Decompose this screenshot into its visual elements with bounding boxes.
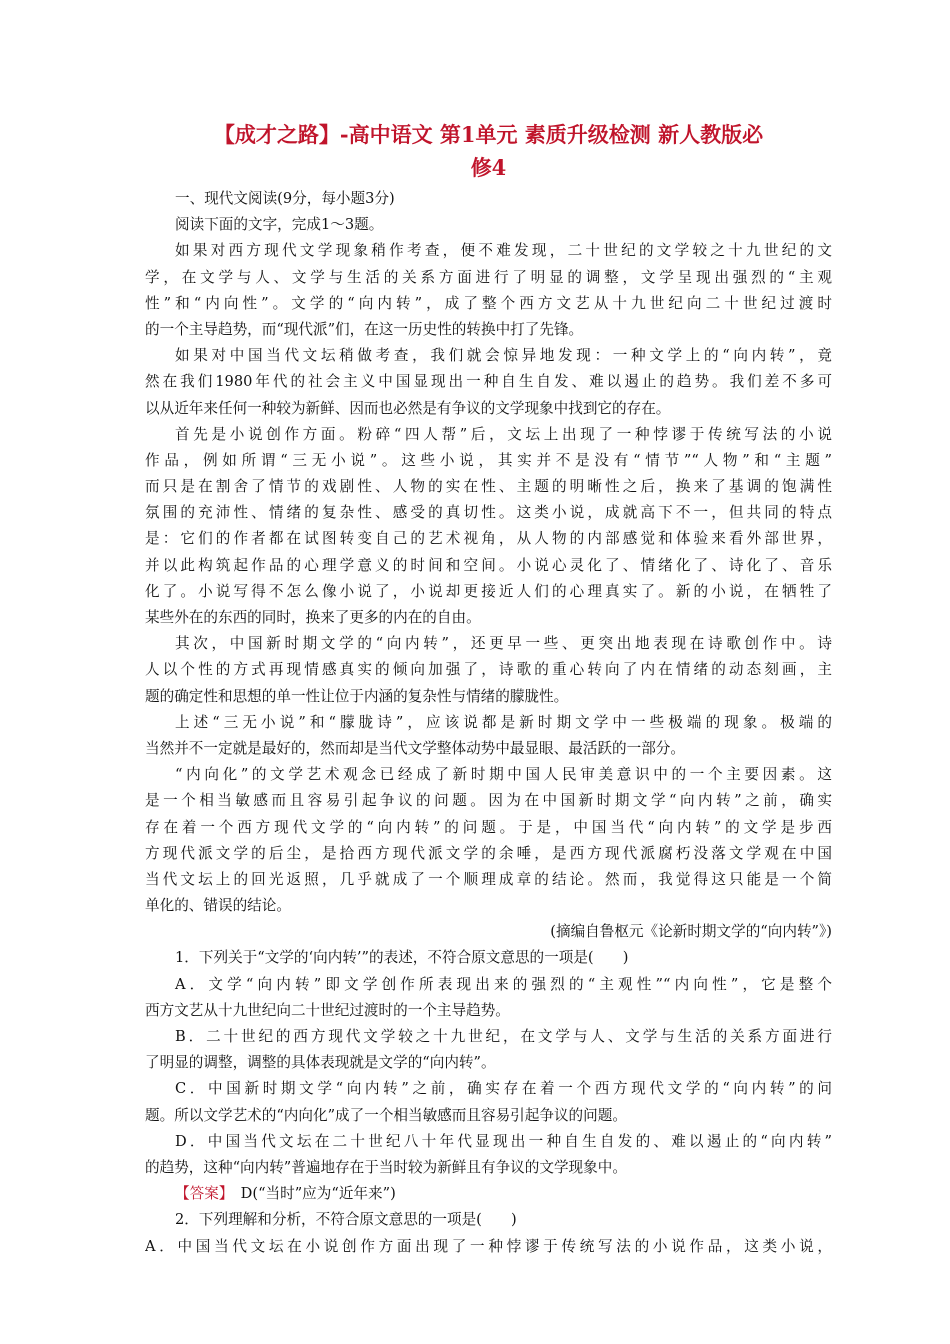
text-line: 西方文艺从十九世纪向二十世纪过渡时的一个主导趋势。 xyxy=(145,1001,510,1019)
text-line: D．中国当代文坛在二十世纪八十年代显现出一种自生自发的、难以遏止的“向内转” xyxy=(175,1132,832,1150)
text-line: A．文学“向内转”即文学创作所表现出来的强烈的“主观性”“内向性”，它是整个 xyxy=(175,975,832,993)
text-line: 而只是在割舍了情节的戏剧性、人物的实在性、主题的明晰性之后，换来了基调的饱满性 xyxy=(145,478,832,496)
text-line: 当然并不一定就是最好的，然而却是当代文学整体动势中最显眼、最活跃的一部分。 xyxy=(145,739,685,757)
document-title xyxy=(145,118,832,184)
text-line: 题的确定性和思想的单一性让位于内涵的复杂性与情绪的朦胧性。 xyxy=(145,687,569,705)
text-line: “内向化”的文学艺术观念已经成了新时期中国人民审美意识中的一个主要因素。这 xyxy=(175,766,832,784)
source-citation: (摘编自鲁枢元《论新时期文学的“向内转”》) xyxy=(550,923,832,941)
text-line: 学，在文学与人、文学与生活的关系方面进行了明显的调整，文学呈现出强烈的“主观 xyxy=(145,268,832,286)
text-line: 阅读下面的文字，完成1～3题。 xyxy=(175,216,384,234)
text-line: C．中国新时期文学“向内转”之前，确实存在着一个西方现代文学的“向内转”的问 xyxy=(175,1080,832,1098)
text-line: 2．下列理解和分析，不符合原文意思的一项是( ) xyxy=(175,1211,517,1229)
text-line: 某些外在的东西的同时，换来了更多的内在的自由。 xyxy=(145,609,481,626)
text-line: 的趋势，这种“向内转”普遍地存在于当时较为新鲜且有争议的文学现象中。 xyxy=(145,1158,627,1176)
text-line: 人以个性的方式再现情感真实的倾向加强了，诗歌的重心转向了内在情绪的动态刻画，主 xyxy=(145,661,832,679)
answer-text: D(“当时”应为“近年来”) xyxy=(226,1185,396,1203)
text-line: 如果对西方现代文学现象稍作考查，便不难发现，二十世纪的文学较之十九世纪的文 xyxy=(175,242,832,260)
text-line: 化了。小说写得不怎么像小说了，小说却更接近人们的心理真实了。新的小说，在牺牲了 xyxy=(145,582,832,600)
text-line: 作品，例如所谓“三无小说”。这些小说，其实并不是没有“情节”“人物”和“主题” xyxy=(145,451,832,469)
text-line: 上述“三无小说”和“朦胧诗”，应该说都是新时期文学中一些极端的现象。极端的 xyxy=(175,713,832,731)
text-line: 然在我们1980年代的社会主义中国显现出一种自生自发、难以遏止的趋势。我们差不多可 xyxy=(145,373,832,391)
text-line: 的一个主导趋势，而“现代派”们，在这一历史性的转换中打了先锋。 xyxy=(145,320,584,338)
text-line: 方现代派文学的后尘，是拾西方现代派文学的余唾，是西方现代派腐朽没落文学观在中国 xyxy=(145,844,832,862)
text-line: 并以此构筑起作品的心理学意义的时间和空间。小说心灵化了、情绪化了、诗化了、音乐 xyxy=(145,556,832,574)
text-line: 如果对中国当代文坛稍做考查，我们就会惊异地发现：一种文学上的“向内转”，竟 xyxy=(175,347,832,365)
document-body xyxy=(145,186,832,1260)
text-line: 氛围的充沛性、情绪的复杂性、感受的真切性。这类小说，成就高下不一，但共同的特点 xyxy=(145,504,832,522)
text-line: 题。所以文学艺术的“内向化”成了一个相当敏感而且容易引起争议的问题。 xyxy=(145,1106,627,1124)
text-line: 一、现代文阅读(9分，每小题3分) xyxy=(175,190,395,207)
text-line: 是一个相当敏感而且容易引起争议的问题。因为在中国新时期文学“向内转”之前，确实 xyxy=(145,792,832,810)
text-line: 其次，中国新时期文学的“向内转”，还更早一些、更突出地表现在诗歌创作中。诗 xyxy=(175,635,832,653)
text-line: 存在着一个西方现代文学的“向内转”的问题。于是，中国当代“向内转”的文学是步西 xyxy=(145,818,832,836)
text-line: 以从近年来任何一种较为新鲜、因而也必然是有争议的文学现象中找到它的存在。 xyxy=(145,399,671,417)
text-line: B．二十世纪的西方现代文学较之十九世纪，在文学与人、文学与生活的关系方面进行 xyxy=(175,1028,832,1045)
answer-label: 【答案】 xyxy=(175,1185,227,1203)
text-line: 了明显的调整，调整的具体表现就是文学的“向内转”。 xyxy=(145,1054,496,1072)
text-line: 首先是小说创作方面。粉碎“四人帮”后，文坛上出现了一种悖谬于传统写法的小说 xyxy=(175,425,832,443)
text-line: A．中国当代文坛在小说创作方面出现了一种悖谬于传统写法的小说作品，这类小说， xyxy=(145,1237,832,1255)
text-line: 单化的、错误的结论。 xyxy=(145,897,291,915)
text-line: 是：它们的作者都在试图转变自己的艺术视角，从人物的内部感觉和体验来看外部世界， xyxy=(145,530,832,548)
text-line: 1．下列关于“文学的‘向内转’”的表述，不符合原文意思的一项是( ) xyxy=(175,949,629,967)
title-line-2: 修4 xyxy=(470,155,507,180)
text-line: 当代文坛上的回光返照，几乎就成了一个顺理成章的结论。然而，我觉得这只能是一个简 xyxy=(145,870,832,888)
text-line: 性”和“内向性”。文学的“向内转”，成了整个西方文艺从十九世纪向二十世纪过渡时 xyxy=(145,294,832,312)
title-line-1: 【成才之路】-高中语文 第1单元 素质升级检测 新人教版必 xyxy=(213,122,764,147)
answer-line xyxy=(145,1181,832,1207)
